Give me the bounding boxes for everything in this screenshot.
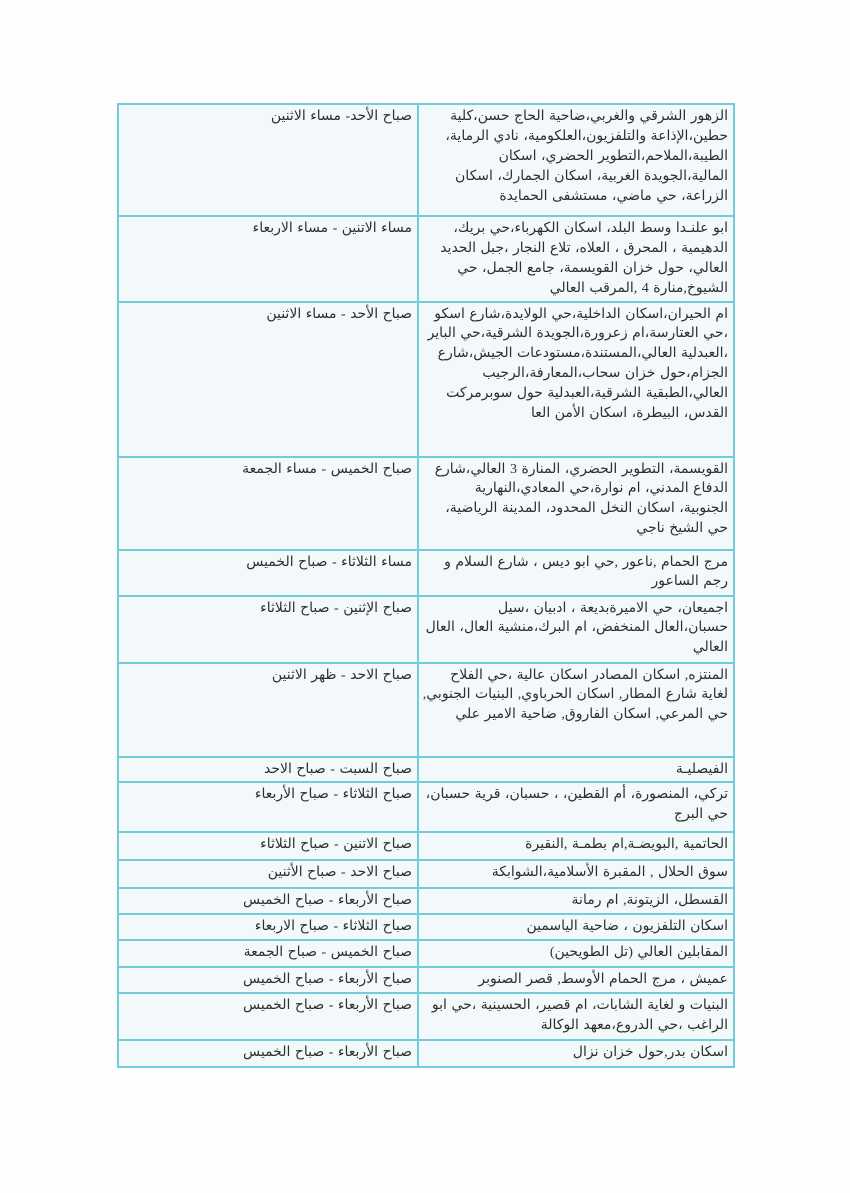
areas-cell: البنيات و لغاية الشابات، ام قصير، الحسينية ،حي ابو الراغب ،حي الدروع،معهد الوكالة [418, 993, 734, 1040]
schedule-cell: صباح الاحد - صباح الأثنين [118, 860, 418, 888]
schedule-cell: صباح الأربعاء - صباح الخميس [118, 1040, 418, 1067]
table-row [118, 302, 734, 457]
areas-cell: القسطل، الزيتونة, ام رمانة [418, 888, 734, 914]
schedule-cell: صباح الخميس - مساء الجمعة [118, 457, 418, 550]
areas-cell: اسكان التلفزيون ، ضاحية الياسمين [418, 914, 734, 940]
areas-cell: اسكان بدر,حول خزان نزال [418, 1040, 734, 1067]
schedule-cell: مساء الثلاثاء - صباح الخميس [118, 550, 418, 596]
areas-cell: مرج الحمام ,ناعور ,حي ابو ديس ، شارع السلام و رجم الساعور [418, 550, 734, 596]
schedule-cell: صباح الأحد- مساء الاثنين [118, 104, 418, 216]
schedule-cell: صباح الثلاثاء - صباح الأربعاء [118, 782, 418, 832]
table-row [118, 550, 734, 596]
table-row [118, 104, 734, 216]
schedule-cell: صباح الأربعاء - صباح الخميس [118, 888, 418, 914]
table-row [118, 860, 734, 888]
table-row [118, 967, 734, 993]
table-row [118, 940, 734, 967]
table-row [118, 457, 734, 550]
areas-cell: سوق الحلال , المقبرة الأسلامية،الشوابكة [418, 860, 734, 888]
schedule-cell: صباح الاتنين - صباح الثلاثاء [118, 832, 418, 860]
schedule-cell: صباح الاحد - ظهر الاثنين [118, 663, 418, 757]
table-row [118, 993, 734, 1040]
table-row [118, 757, 734, 783]
table-row [118, 832, 734, 860]
schedule-cell: صباح السبت - صباح الاحد [118, 757, 418, 783]
schedule-table-body [118, 104, 734, 1067]
schedule-cell: صباح الإثنين - صباح الثلاثاء [118, 596, 418, 663]
areas-cell: ام الحيران،اسكان الداخلية،حي الولايدة،شارع اسكو ،حي العتارسة،ام زعرورة،الجويدة الشرقية،حي الباير ،العبدلية العالي،المستندة،مستودعات الجيش،شارع الجزام،حول خزان سحاب،المعارفة،الرجيب العالي،الطبقية الشرقية،العبدلية حول سوبرمركت القدس، البيطرة، اسكان الأمن العا [418, 302, 734, 457]
table-row [118, 596, 734, 663]
table-row [118, 663, 734, 757]
areas-cell: الفيصليـة [418, 757, 734, 783]
schedule-cell: مساء الاتنين - مساء الاربعاء [118, 216, 418, 302]
table-row [118, 216, 734, 302]
areas-cell: المنتزه, اسكان المصادر اسكان عالية ،حي الفلاح لغاية شارع المطار, اسكان الحرباوي, البنيات الجنوبي, حي المرعي, اسكان الفاروق, ضاحية الامير علي [418, 663, 734, 757]
schedule-cell: صباح الخميس - صباح الجمعة [118, 940, 418, 967]
water-schedule-table [117, 103, 735, 1068]
table-row [118, 914, 734, 940]
schedule-cell: صباح الأربعاء - صباح الخميس [118, 967, 418, 993]
areas-cell: الحاتمية ,البويضـة,ام بطمـة ,النقيرة [418, 832, 734, 860]
table-row [118, 888, 734, 914]
areas-cell: اجميعان، حي الاميرةبديعة ، ادبيان ،سيل حسبان،العال المنخفض، ام البرك،منشية العال، العال العالي [418, 596, 734, 663]
schedule-cell: صباح الأربعاء - صباح الخميس [118, 993, 418, 1040]
areas-cell: الزهور الشرقي والغربي،ضاحية الحاج حسن،كلية حطين،الإذاعة والتلفزيون،العلكومية، نادي الرماية، الطيبة،الملاحم،التطوير الحضري، اسكان المالية،الجويدة الغربية، اسكان الجمارك، اسكان الزراعة، حي ماضي، مستشفى الحمايدة [418, 104, 734, 216]
schedule-cell: صباح الأحد - مساء الاثنين [118, 302, 418, 457]
areas-cell: ابو علنـدا وسط البلد، اسكان الكهرباء،حي بريك، الدهيمية ، المحرق ، العلاه، تلاع النجار ،جبل الحديد العالي، حول خزان القويسمة، جامع الجمل، حي الشيوخ,منارة 4 ,المرقب العالي [418, 216, 734, 302]
areas-cell: القويسمة، التطوير الحضري، المنارة 3 العالي،شارع الدفاع المدني، ام نوارة،حي المعادي،النهارية الجنوبية، اسكان النخل المحدود، المدينة الرياضية، حي الشيخ ناجي [418, 457, 734, 550]
schedule-cell: صباح الثلاثاء - صباح الاربعاء [118, 914, 418, 940]
areas-cell: تركي، المنصورة، أم القطين، ، حسبان، قرية حسبان، حي البرج [418, 782, 734, 832]
areas-cell: عميش ، مرج الحمام الأوسط, قصر الصنوبر [418, 967, 734, 993]
table-row [118, 1040, 734, 1067]
table-row [118, 782, 734, 832]
areas-cell: المقابلين العالي (تل الطويحين) [418, 940, 734, 967]
